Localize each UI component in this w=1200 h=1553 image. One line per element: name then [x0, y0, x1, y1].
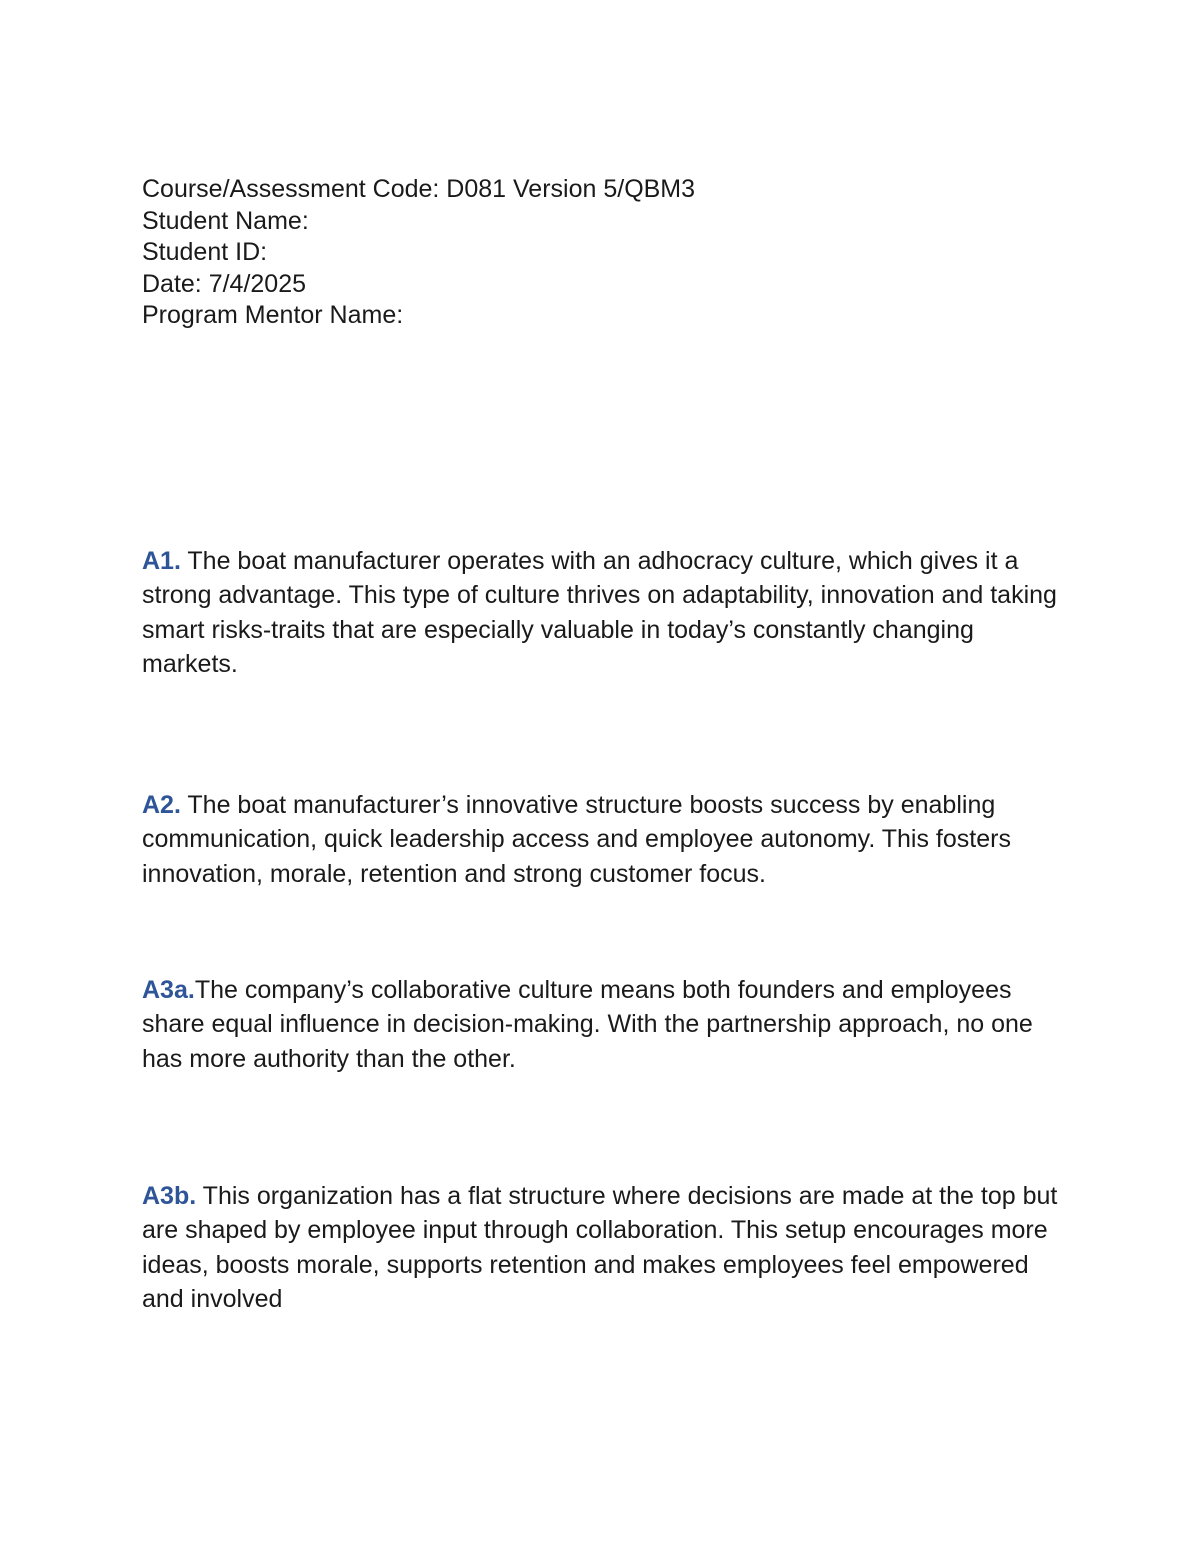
student-name: Student Name:	[142, 206, 309, 235]
date: Date: 7/4/2025	[142, 269, 307, 298]
answer-a1-text: The boat manufacturer operates with an adhocracy culture, which gives it a strong advantage. This type of culture thrives on adaptability, innovation and taking smart risks-traits that are especially valuable in today’s constantly changing markets.	[142, 547, 1057, 678]
answer-a3a-label: A3a.	[142, 976, 195, 1004]
header-block	[142, 174, 1042, 332]
answer-a3a	[142, 973, 1067, 1076]
answer-a1-label: A1.	[142, 547, 181, 575]
answer-a3b-label: A3b.	[142, 1182, 197, 1210]
answer-a3b-text: This organization has a flat structure where decisions are made at the top but are shaped by employee input through collaboration. This setup encourages more ideas, boosts morale, supports retention and makes employees feel empowered and involved	[142, 1182, 1058, 1313]
answer-a3a-text: The company’s collaborative culture means both founders and employees share equal influence in decision-making. With the partnership approach, no one has more authority than the other.	[142, 976, 1033, 1073]
mentor-name: Program Mentor Name:	[142, 301, 404, 329]
answer-a3b	[142, 1179, 1067, 1316]
answer-a2-label: A2.	[142, 791, 181, 819]
answer-a1	[142, 544, 1067, 681]
student-id: Student ID:	[142, 238, 268, 266]
answer-a2	[142, 788, 1067, 891]
course-code: Course/Assessment Code: D081 Version 5/QBM3	[142, 175, 696, 203]
answer-a2-text: The boat manufacturer’s innovative structure boosts success by enabling communication, quick leadership access and employee autonomy. This fosters innovation, morale, retention and strong customer focus.	[142, 791, 1011, 888]
